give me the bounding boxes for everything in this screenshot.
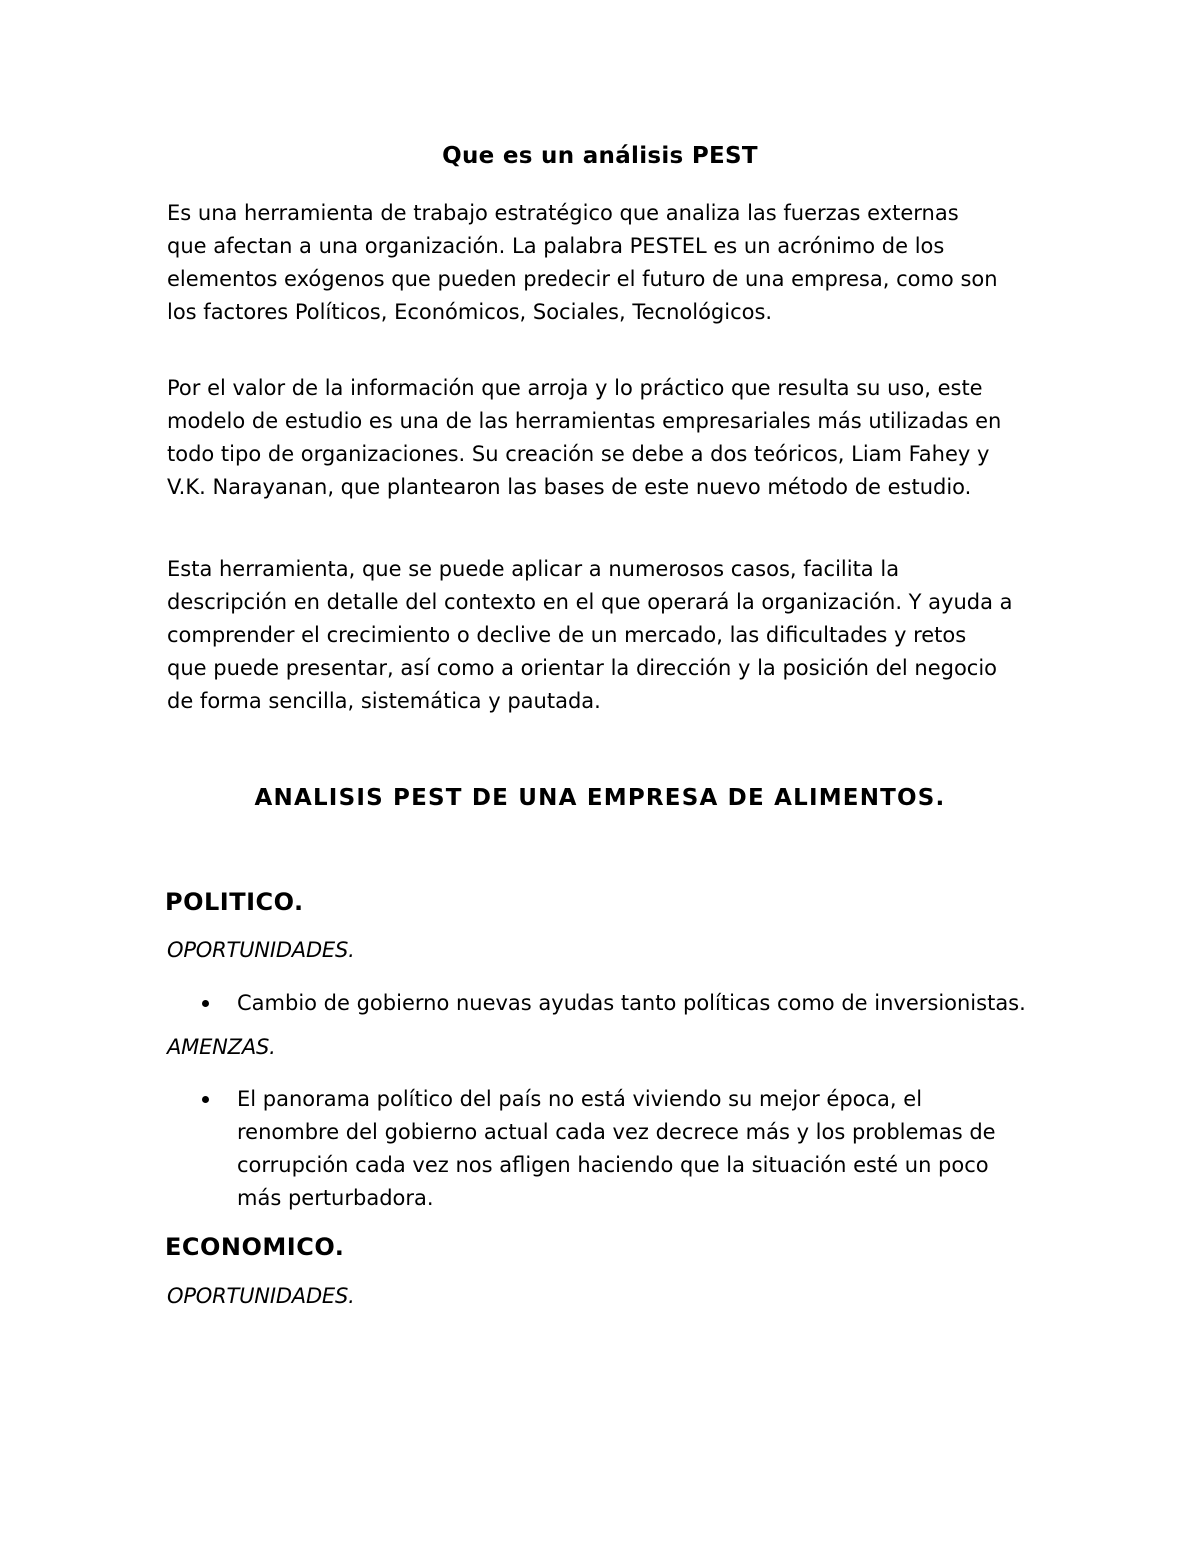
list-item — [199, 1083, 1059, 1215]
application-paragraph — [167, 553, 1047, 718]
paragraph-line: Por el valor de la información que arroja y lo práctico que resulta su uso, este — [167, 376, 983, 400]
list-item-line: más perturbadora. — [237, 1186, 434, 1210]
politico-heading: POLITICO. — [165, 888, 304, 916]
paragraph-line: descripción en detalle del contexto en el que operará la organización. Y ayuda a — [167, 590, 1013, 614]
politico-oportunidades-label: OPORTUNIDADES. — [167, 938, 355, 962]
paragraph-line: V.K. Narayanan, que plantearon las bases de este nuevo método de estudio. — [167, 475, 972, 499]
paragraph-line: comprender el crecimiento o declive de un mercado, las dificultades y retos — [167, 623, 967, 647]
paragraph-line: todo tipo de organizaciones. Su creación se debe a dos teóricos, Liam Fahey y — [167, 442, 990, 466]
section-title: ANALISIS PEST DE UNA EMPRESA DE ALIMENTOS. — [254, 785, 946, 811]
list-item-line: corrupción cada vez nos afligen haciendo que la situación esté un poco — [237, 1153, 989, 1177]
economico-heading: ECONOMICO. — [165, 1233, 345, 1261]
economico-oportunidades-label: OPORTUNIDADES. — [167, 1284, 355, 1308]
page-title: Que es un análisis PEST — [442, 143, 758, 169]
list-item — [199, 987, 1059, 1020]
list-item-line: El panorama político del país no está viviendo su mejor época, el — [237, 1087, 923, 1111]
paragraph-line: que afectan a una organización. La palabra PESTEL es un acrónimo de los — [167, 234, 945, 258]
paragraph-line: elementos exógenos que pueden predecir el futuro de una empresa, como son — [167, 267, 998, 291]
list-item-text — [237, 1083, 1067, 1215]
list-item-line: Cambio de gobierno nuevas ayudas tanto políticas como de inversionistas. — [237, 991, 1026, 1015]
paragraph-line: Es una herramienta de trabajo estratégico que analiza las fuerzas externas — [167, 201, 959, 225]
value-paragraph — [167, 372, 1047, 504]
paragraph-line: que puede presentar, así como a orientar la dirección y la posición del negocio — [167, 656, 998, 680]
paragraph-line: Esta herramienta, que se puede aplicar a numerosos casos, facilita la — [167, 557, 900, 581]
intro-paragraph — [167, 197, 1047, 329]
paragraph-line: los factores Políticos, Económicos, Sociales, Tecnológicos. — [167, 300, 773, 324]
list-item-line: renombre del gobierno actual cada vez decrece más y los problemas de — [237, 1120, 996, 1144]
paragraph-line: de forma sencilla, sistemática y pautada. — [167, 689, 601, 713]
politico-amenazas-label: AMENZAS. — [167, 1035, 276, 1059]
list-item-text — [237, 987, 1067, 1020]
paragraph-line: modelo de estudio es una de las herramientas empresariales más utilizadas en — [167, 409, 1002, 433]
